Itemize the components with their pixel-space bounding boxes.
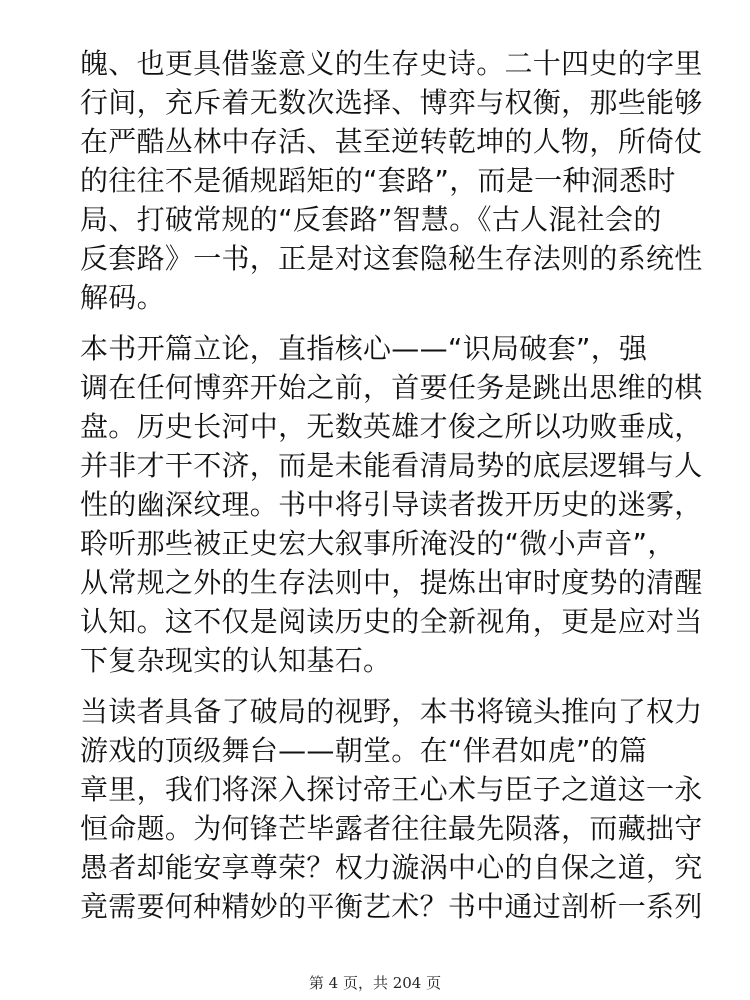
text-line: 竟需要何种精妙的平衡艺术？书中通过剖析一系列 <box>80 890 703 923</box>
text-line: 魄、也更具借鉴意义的生存史诗。二十四史的字里 <box>80 47 703 80</box>
text-line: 在严酷丛林中存活、甚至逆转乾坤的人物，所倚仗 <box>80 125 703 158</box>
text-line: 的往往不是循规蹈矩的“套路”，而是一种洞悉时 <box>80 164 676 197</box>
body-text <box>80 44 703 938</box>
paragraph-3 <box>80 692 703 926</box>
text-line: 从常规之外的生存法则中，提炼出审时度势的清醒 <box>80 566 703 599</box>
text-line: 反套路》一书，正是对这套隐秘生存法则的系统性 <box>80 242 703 275</box>
paragraph-2 <box>80 329 703 680</box>
text-line: 游戏的顶级舞台——朝堂。在“伴君如虎”的篇 <box>80 734 648 767</box>
text-line: 章里，我们将深入探讨帝王心术与臣子之道这一永 <box>80 773 703 806</box>
text-line: 行间，充斥着无数次选择、博弈与权衡，那些能够 <box>80 86 703 119</box>
text-line: 调在任何博弈开始之前，首要任务是跳出思维的棋 <box>80 371 703 404</box>
text-line: 盘。历史长河中，无数英雄才俊之所以功败垂成， <box>80 410 703 443</box>
text-line: 性的幽深纹理。书中将引导读者拨开历史的迷雾， <box>80 488 703 521</box>
text-line: 聆听那些被正史宏大叙事所淹没的“微小声音”， <box>80 527 676 560</box>
text-line: 愚者却能安享尊荣？权力漩涡中心的自保之道，究 <box>80 851 703 884</box>
text-line: 解码。 <box>80 281 165 314</box>
paragraph-1 <box>80 44 703 317</box>
text-line: 并非才干不济，而是未能看清局势的底层逻辑与人 <box>80 449 703 482</box>
text-line: 局、打破常规的“反套路”智慧。《古人混社会的 <box>80 203 662 236</box>
text-line: 认知。这不仅是阅读历史的全新视角，更是应对当 <box>80 605 703 638</box>
page-number-footer: 第 4 页，共 204 页 <box>308 974 442 992</box>
text-line: 恒命题。为何锋芒毕露者往往最先陨落，而藏拙守 <box>80 812 703 845</box>
text-line: 当读者具备了破局的视野，本书将镜头推向了权力 <box>80 695 703 728</box>
text-line: 本书开篇立论，直指核心——“识局破套”，强 <box>80 332 648 365</box>
text-line: 下复杂现实的认知基石。 <box>80 644 392 677</box>
